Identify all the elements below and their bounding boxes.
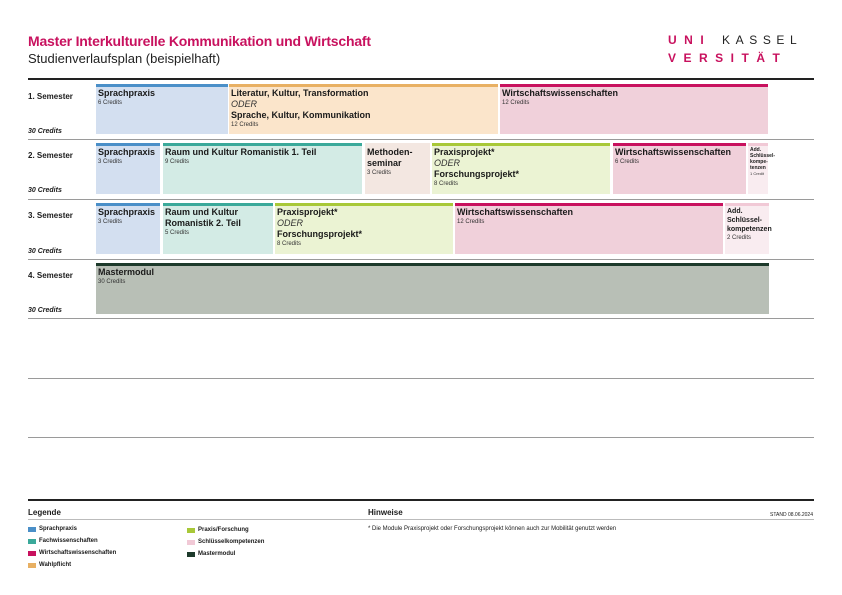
legend-item-praxis-forschung: Praxis/Forschung	[187, 527, 249, 533]
page-title: Master Interkulturelle Kommunikation und Wirtschaft	[28, 33, 371, 49]
page-subtitle: Studienverlaufsplan (beispielhaft)	[28, 51, 221, 66]
legend-swatch	[28, 563, 36, 568]
legend-swatch	[187, 528, 195, 533]
module-methodenseminar: Methoden-seminar 3 Credits	[365, 143, 430, 194]
semester-divider	[28, 437, 814, 438]
legend-swatch	[187, 552, 195, 557]
legend-item-schluesselkompetenzen: Schlüsselkompetenzen	[187, 539, 264, 545]
module-sprachpraxis: Sprachpraxis 3 Credits	[96, 143, 160, 194]
module-raum-und-kultur-1: Raum und Kultur Romanistik 1. Teil 9 Credits	[163, 143, 362, 194]
legend-swatch	[28, 527, 36, 532]
module-wirtschaftswissenschaften: Wirtschaftswissenschaften 12 Credits	[500, 84, 768, 134]
legend-swatch	[187, 540, 195, 545]
semester-divider	[28, 199, 814, 200]
module-wirtschaftswissenschaften: Wirtschaftswissenschaften 6 Credits	[613, 143, 746, 194]
module-wirtschaftswissenschaften: Wirtschaftswissenschaften 12 Credits	[455, 203, 723, 254]
semester-2-credits: 30 Credits	[28, 187, 62, 194]
semester-2-label: 2. Semester	[28, 151, 73, 160]
semester-4-label: 4. Semester	[28, 271, 73, 280]
module-wahlpflicht: Literatur, Kultur, Transformation ODER Sprache, Kultur, Kommunikation 12 Credits	[229, 84, 498, 134]
module-raum-und-kultur-2: Raum und Kultur Romanistik 2. Teil 5 Credits	[163, 203, 273, 254]
semester-divider	[28, 318, 814, 319]
legend-item-mastermodul: Mastermodul	[187, 551, 235, 557]
version-stamp: STAND 08.06.2024	[770, 512, 813, 518]
legend-item-wahlpflicht: Wahlpflicht	[28, 562, 71, 568]
footnote: * Die Module Praxisprojekt oder Forschungsprojekt können auch zur Mobilität genutzt werden	[368, 526, 617, 532]
semester-1-label: 1. Semester	[28, 92, 73, 101]
legend-heading: Legende	[28, 508, 61, 517]
module-sprachpraxis: Sprachpraxis 3 Credits	[96, 203, 160, 254]
legend-item-sprachpraxis: Sprachpraxis	[28, 526, 77, 532]
footer-subdivider	[28, 519, 814, 520]
semester-3-credits: 30 Credits	[28, 248, 62, 255]
legend-item-wirtschaftswissenschaften: Wirtschaftswissenschaften	[28, 550, 116, 556]
module-praxisprojekt: Praxisprojekt* ODER Forschungsprojekt* 8 Credits	[432, 143, 610, 194]
semester-1-credits: 30 Credits	[28, 128, 62, 135]
semester-divider	[28, 378, 814, 379]
legend-swatch	[28, 539, 36, 544]
module-mastermodul: Mastermodul 30 Credits	[96, 263, 769, 314]
module-schluesselkompetenzen: Add. Schlüssel-kompe-tenzen 1 Credit	[748, 143, 768, 194]
module-schluesselkompetenzen: Add. Schlüssel-kompetenzen 2 Credits	[725, 203, 769, 254]
legend-item-fachwissenschaften: Fachwissenschaften	[28, 538, 98, 544]
footer-divider	[28, 499, 814, 501]
semester-divider	[28, 139, 814, 140]
semester-3-label: 3. Semester	[28, 211, 73, 220]
module-sprachpraxis: Sprachpraxis 6 Credits	[96, 84, 228, 134]
semester-4-credits: 30 Credits	[28, 307, 62, 314]
notes-heading: Hinweise	[368, 508, 403, 517]
module-praxisprojekt: Praxisprojekt* ODER Forschungsprojekt* 8 Credits	[275, 203, 453, 254]
legend-swatch	[28, 551, 36, 556]
header-divider	[28, 78, 814, 80]
semester-divider	[28, 259, 814, 260]
university-logo: UNI KASSEL VERSITÄT	[668, 33, 803, 65]
